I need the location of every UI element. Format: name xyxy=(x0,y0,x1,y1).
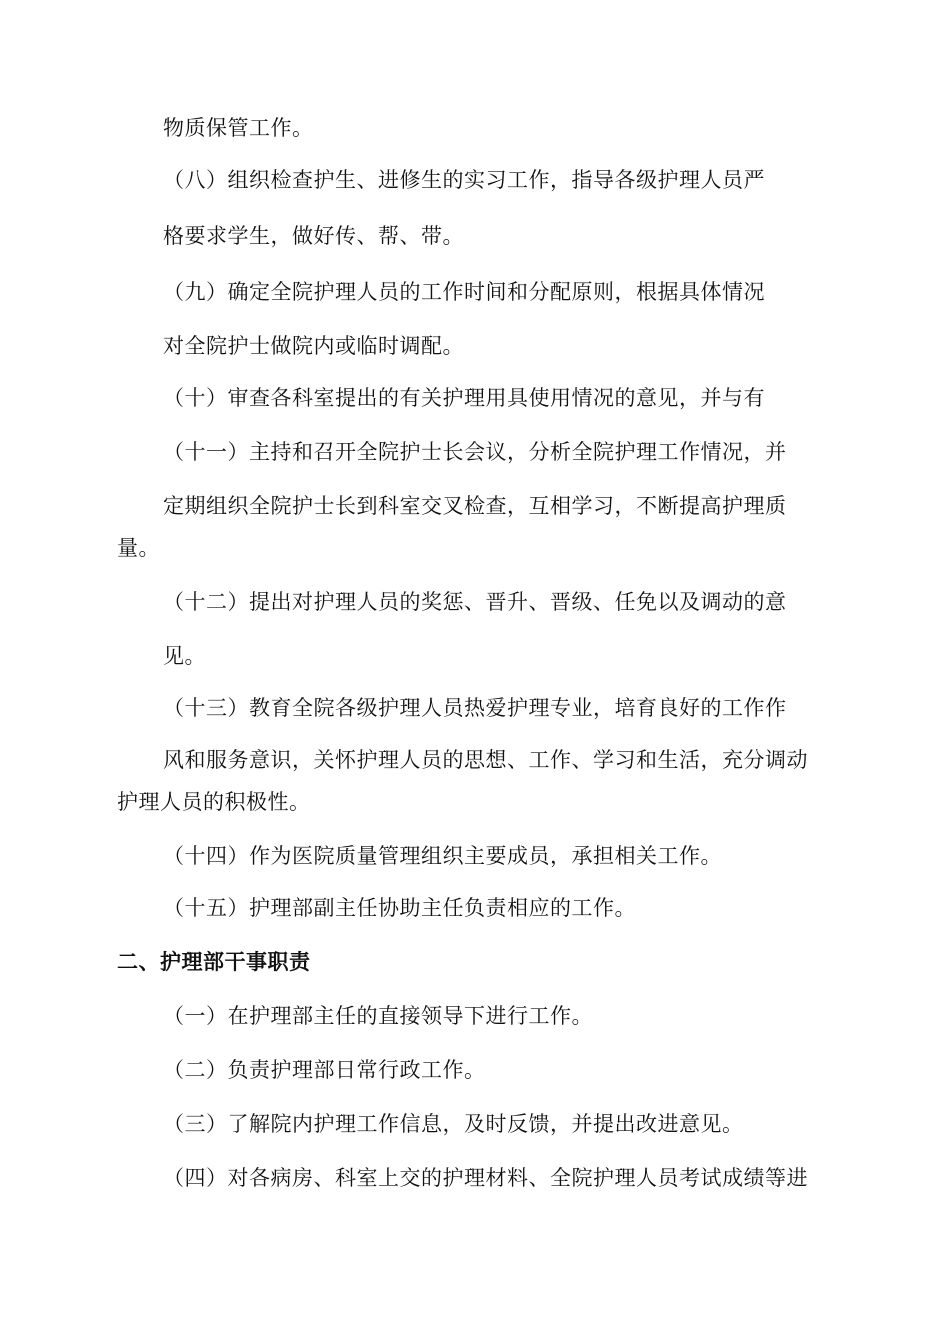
paragraph-line: 量。 xyxy=(117,536,160,560)
paragraph-line: （十五）护理部副主任协助主任负责相应的工作。 xyxy=(163,896,636,920)
paragraph-line: 物质保管工作。 xyxy=(163,116,314,140)
paragraph-line: （一）在护理部主任的直接领导下进行工作。 xyxy=(163,1004,593,1028)
section-heading: 二、护理部干事职责 xyxy=(117,950,311,974)
paragraph-line: （三）了解院内护理工作信息，及时反馈，并提出改进意见。 xyxy=(163,1112,744,1136)
paragraph-line: （十二）提出对护理人员的奖惩、晋升、晋级、任免以及调动的意 xyxy=(163,590,787,614)
paragraph-line: （九）确定全院护理人员的工作时间和分配原则，根据具体情况 xyxy=(163,280,765,304)
paragraph-line: （八）组织检查护生、进修生的实习工作，指导各级护理人员严 xyxy=(163,168,765,192)
paragraph-line: 对全院护士做院内或临时调配。 xyxy=(163,334,464,358)
paragraph-line: （四）对各病房、科室上交的护理材料、全院护理人员考试成绩等进 xyxy=(163,1166,808,1190)
paragraph-line: （十四）作为医院质量管理组织主要成员，承担相关工作。 xyxy=(163,844,722,868)
paragraph-line: （十三）教育全院各级护理人员热爱护理专业，培育良好的工作作 xyxy=(163,696,787,720)
paragraph-line: 格要求学生，做好传、帮、带。 xyxy=(163,224,464,248)
paragraph-line: （二）负责护理部日常行政工作。 xyxy=(163,1058,486,1082)
paragraph-line: 见。 xyxy=(163,644,206,668)
paragraph-line: 定期组织全院护士长到科室交叉检查，互相学习，不断提高护理质 xyxy=(163,494,787,518)
paragraph-line: （十一）主持和召开全院护士长会议，分析全院护理工作情况，并 xyxy=(163,440,787,464)
paragraph-line: （十）审查各科室提出的有关护理用具使用情况的意见，并与有 xyxy=(163,386,765,410)
paragraph-line: 护理人员的积极性。 xyxy=(117,790,311,814)
paragraph-line: 风和服务意识，关怀护理人员的思想、工作、学习和生活，充分调动 xyxy=(163,748,808,772)
